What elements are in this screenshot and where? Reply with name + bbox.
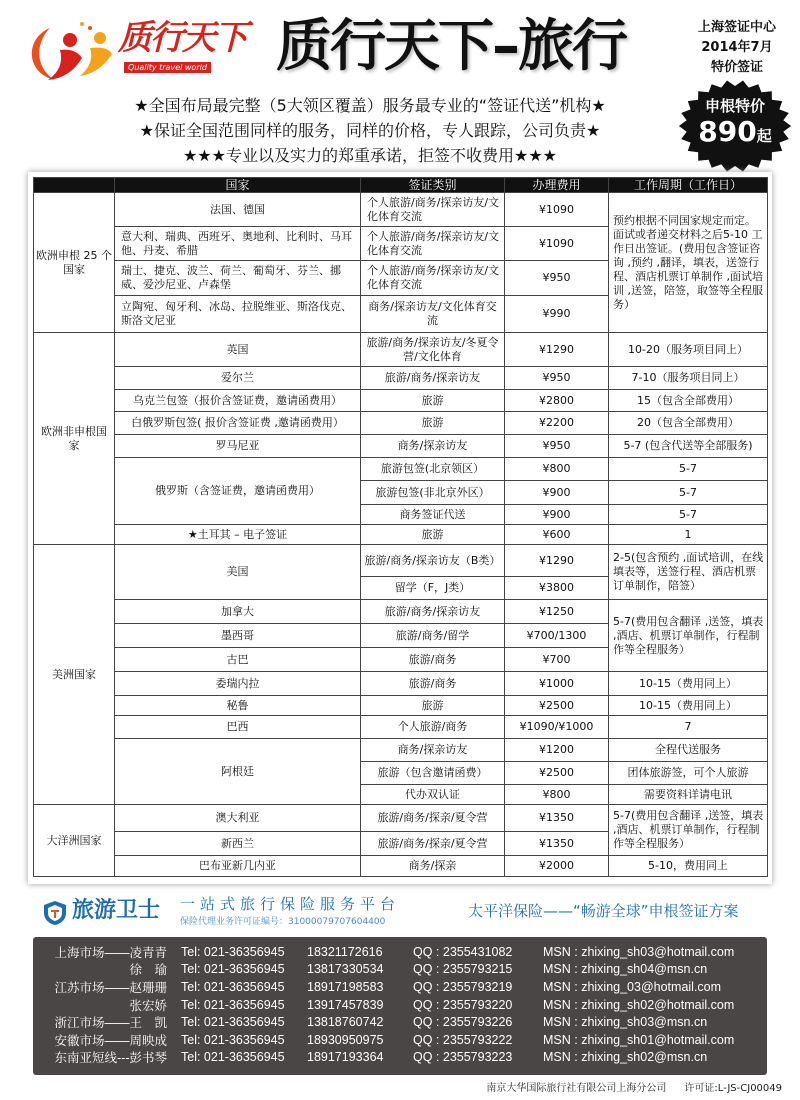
footer [468,1082,782,1095]
contact-qq: QQ : 2355793223 [413,1050,513,1065]
table-row [34,805,768,832]
contact-name: 张宏娇 [129,998,167,1013]
contact-row [41,943,767,961]
table-cell: 意大利、瑞典、西班牙、奥地利、比利时、马耳他、丹麦、希腊 [115,227,361,261]
table-cell: ¥1090 [505,227,609,261]
contact-row [41,961,767,979]
table-cell: 商务/探亲访友 [361,739,505,762]
table-cell: ¥1350 [505,832,609,856]
table-cell: 阿根廷 [115,739,361,805]
table-cell: 旅游 [361,412,505,435]
table-cell: ¥800 [505,785,609,805]
table-cell: 古巴 [115,648,361,672]
table-row [34,716,768,739]
table-cell: 1 [609,525,768,545]
table-cell: ¥1200 [505,739,609,762]
company-name: 南京大华国际旅行社有限公司上海分公司 [486,1083,667,1094]
contact-row [41,1013,767,1031]
table-cell: 商务/探亲访友/文化体育交流 [361,296,505,333]
table-cell: 商务/探亲 [361,856,505,877]
table-row [34,367,768,390]
contact-row [41,996,767,1014]
table-cell: 20（包含全部费用） [609,412,768,435]
table-cell: ¥950 [505,435,609,458]
table-row [34,545,768,577]
table-row [34,600,768,624]
table-cell: 加拿大 [115,600,361,624]
table-cell: 旅游包签(北京领区） [361,458,505,481]
table-cell: 5-7(费用包含翻译 ,送签，填表 ,酒店、机票订单制作，行程制作等全程服务） [609,805,768,856]
contacts-panel [33,937,767,1075]
table-cell: 预约根据不同国家规定而定。面试或者递交材料之后5-10 工作日出签证。(费用包含签证咨询 ,预约 ,翻译，填表，送签行程、酒店机票订单制作 ,面试培训 ,送签，陪签，取签等全程服务） [609,193,768,333]
table-cell: ¥950 [505,367,609,390]
slogan-2: ★保证全国范围同样的服务，同样的价格，专人跟踪，公司负责★ [139,121,601,140]
table-row [34,458,768,481]
table-cell: 美国 [115,545,361,600]
table-cell: ¥2500 [505,762,609,785]
contact-msn: MSN : zhixing_sh01@hotmail.com [543,1032,735,1047]
table-cell: 个人旅游/商务 [361,716,505,739]
table-cell: 全程代送服务 [609,739,768,762]
table-cell: 需要资料详请电讯 [609,785,768,805]
contact-name: 安徽市场——周映成 [54,1033,167,1048]
column-header [34,178,115,193]
column-header: 办理费用 [505,178,609,193]
table-cell: 旅游 [361,525,505,545]
contact-tel: Tel: 021-36356945 [181,962,285,977]
contact-tel: Tel: 021-36356945 [181,944,285,959]
table-cell: 巴西 [115,716,361,739]
table-cell: 2-5(包含预约 ,面试培训，在线填表等，送签行程、酒店机票订单制作，陪签） [609,545,768,600]
contact-msn: MSN : zhixing_sh03@hotmail.com [543,944,735,959]
table-cell: ¥700 [505,648,609,672]
pacific-insurance-plan: 太平洋保险——“畅游全球”申根签证方案 [468,902,739,920]
table-cell: ¥1090/¥1000 [505,716,609,739]
page-title: 质行天下–旅行 [276,14,626,79]
table-cell: 5-7 [609,458,768,481]
logo-text: 质行天下 [118,18,246,58]
table-cell: ¥1350 [505,805,609,832]
table-cell: 墨西哥 [115,624,361,648]
contact-row [41,1031,767,1049]
contact-tel: Tel: 021-36356945 [181,1015,285,1030]
table-cell: 旅游/商务/探亲访友 [361,600,505,624]
table-cell: ¥900 [505,481,609,505]
table-cell: 澳大利亚 [115,805,361,832]
table-cell: 10-15（费用同上） [609,696,768,716]
table-cell: 旅游 [361,696,505,716]
table-cell: ¥1090 [505,193,609,227]
table-row [34,193,768,227]
table-cell: ¥900 [505,505,609,525]
table-cell: 旅游/商务/探亲访友/冬夏令营/文化体育 [361,333,505,367]
contact-msn: MSN : zhixing_03@hotmail.com [543,979,722,994]
table-cell: 商务签证代送 [361,505,505,525]
table-row [34,856,768,877]
table-cell: 旅游/商务/探亲访友 [361,367,505,390]
info-line: 特价签证 [710,60,763,75]
table-cell: ¥1250 [505,600,609,624]
table-cell: ¥990 [505,296,609,333]
info-line: 2014年7月 [701,40,773,55]
right-info [682,18,792,78]
table-cell: 代办双认证 [361,785,505,805]
table-cell: ¥1290 [505,545,609,577]
contact-qq: QQ : 2355793222 [413,1032,513,1047]
table-cell: 7 [609,716,768,739]
contact-msn: MSN : zhixing_sh04@msn.cn [543,962,708,977]
table-row [34,435,768,458]
table-row [34,525,768,545]
table-cell: 旅游/商务/探亲访友（B类） [361,545,505,577]
table-cell: 个人旅游/商务/探亲访友/文化体育交流 [361,193,505,227]
table-cell: ¥950 [505,261,609,296]
table-cell: 5-7(费用包含翻译 ,送签，填表 ,酒店、机票订单制作，行程制作等全程服务） [609,600,768,672]
contact-mobile: 13917457839 [307,997,384,1012]
visa-price-table [33,177,768,877]
table-cell: 7-10（服务项目同上） [609,367,768,390]
insurance-platform: 一站式旅行保险服务平台 [180,895,401,913]
table-row [34,333,768,367]
table-cell: 旅游/商务 [361,672,505,696]
contact-name: 浙江市场——王 凯 [54,1016,167,1031]
table-cell: 5-7 [609,505,768,525]
contact-tel: Tel: 021-36356945 [181,1032,285,1047]
table-cell: 旅游/商务/留学 [361,624,505,648]
table-cell: ¥700/1300 [505,624,609,648]
table-cell: 欧洲申根 25 个国家 [34,193,115,333]
contact-name: 东南亚短线---彭书琴 [54,1051,167,1066]
badge-suffix: 起 [756,127,772,145]
contact-mobile: 13817330534 [307,962,384,977]
table-cell: 法国、德国 [115,193,361,227]
contact-mobile: 18321172616 [307,944,383,959]
table-cell: ¥3800 [505,577,609,600]
contact-mobile: 18917198583 [307,979,384,994]
table-cell: ¥1290 [505,333,609,367]
table-cell: 美洲国家 [34,545,115,805]
table-cell: 10-20（服务项目同上） [609,333,768,367]
badge-price-value: 890 [698,115,757,148]
contact-msn: MSN : zhixing_sh02@msn.cn [543,1050,708,1065]
table-cell: ¥1000 [505,672,609,696]
table-cell: 旅游 [361,390,505,412]
contact-mobile: 13818760742 [307,1015,384,1030]
table-cell: 15（包含全部费用） [609,390,768,412]
contact-name: 上海市场——凌青青 [54,945,167,960]
insurance-brand: 旅游卫士 [72,898,161,923]
table-cell: 旅游/商务/探亲/夏令营 [361,805,505,832]
table-cell: 巴布亚新几内亚 [115,856,361,877]
contact-tel: Tel: 021-36356945 [181,997,285,1012]
contact-mobile: 18930950975 [307,1032,384,1047]
contact-tel: Tel: 021-36356945 [181,979,285,994]
contact-tel: Tel: 021-36356945 [181,1050,285,1065]
table-row [34,412,768,435]
table-cell: 英国 [115,333,361,367]
table-cell: ★土耳其 – 电子签证 [115,525,361,545]
table-cell: ¥2000 [505,856,609,877]
shield-icon [42,900,68,926]
contact-name: 徐 瑜 [129,963,167,978]
contact-name: 江苏市场——赵珊珊 [54,980,167,995]
insurance-license: 保险代理业务许可证编号：31000079707604400 [180,917,386,927]
table-cell: 5-7 [609,481,768,505]
table-cell: 乌克兰包签（报价含签证费，邀请函费用） [115,390,361,412]
table-cell: 瑞士、捷克、波兰、荷兰、葡萄牙、芬兰、挪威、爱沙尼亚、卢森堡 [115,261,361,296]
table-header-row [34,178,768,193]
column-header: 工作周期（工作日） [609,178,768,193]
table-cell: 旅游包签(非北京外区） [361,481,505,505]
table-cell: ¥2800 [505,390,609,412]
contact-qq: QQ : 2355793226 [413,1015,513,1030]
table-row [34,696,768,716]
contact-qq: QQ : 2355793215 [413,962,513,977]
contact-qq: QQ : 2355793219 [413,979,513,994]
contact-msn: MSN : zhixing_sh03@msn.cn [543,1015,708,1030]
table-cell: ¥600 [505,525,609,545]
table-cell: 秘鲁 [115,696,361,716]
table-cell: 新西兰 [115,832,361,856]
table-cell: 5-10，费用同上 [609,856,768,877]
table-cell: 大洋洲国家 [34,805,115,877]
table-cell: 旅游（包含邀请函费） [361,762,505,785]
badge-label: 申根特价 [704,97,765,115]
table-cell: 旅游/商务/探亲/夏令营 [361,832,505,856]
table-cell: ¥2500 [505,696,609,716]
table-cell: 旅游/商务 [361,648,505,672]
table-cell: ¥2200 [505,412,609,435]
contact-msn: MSN : zhixing_sh02@hotmail.com [543,997,735,1012]
table-cell: 个人旅游/商务/探亲访友/文化体育交流 [361,227,505,261]
table-cell: 留学（F，J类） [361,577,505,600]
table-row [34,739,768,762]
license-number: 许可证:L-JS-CJ00049 [684,1083,782,1094]
table-cell: 团体旅游签，可个人旅游 [609,762,768,785]
table-cell: ¥800 [505,458,609,481]
contact-mobile: 18917193364 [307,1050,384,1065]
contact-row [41,978,767,996]
table-cell: 白俄罗斯包签( 报价含签证费 ,邀请函费用） [115,412,361,435]
table-cell: 欧洲非申根国家 [34,333,115,545]
table-cell: 爱尔兰 [115,367,361,390]
table-row [34,672,768,696]
table-cell: 俄罗斯（含签证费，邀请函费用） [115,458,361,525]
table-cell: 10-15（费用同上） [609,672,768,696]
info-line: 上海签证中心 [697,20,776,35]
slogan-1: ★全国布局最完整（5大领区覆盖）服务最专业的“签证代送”机构★ [134,96,606,115]
table-cell: 罗马尼亚 [115,435,361,458]
contact-row [41,1049,767,1067]
logo-subtitle: Quality travel world [124,62,211,73]
slogan-3: ★★★专业以及实力的郑重承诺，拒签不收费用★★★ [182,146,558,165]
column-header: 签证类别 [361,178,505,193]
table-row [34,390,768,412]
table-cell: 商务/探亲访友 [361,435,505,458]
contact-qq: QQ : 2355793220 [413,997,513,1012]
table-cell: 委瑞内拉 [115,672,361,696]
table-cell: 个人旅游/商务/探亲访友/文化体育交流 [361,261,505,296]
contact-qq: QQ : 2355431082 [413,944,513,959]
table-cell: 立陶宛、匈牙利、冰岛、拉脱维亚、斯洛伐克、斯洛文尼亚 [115,296,361,333]
column-header: 国家 [115,178,361,193]
table-cell: 5-7 (包含代送等全部服务) [609,435,768,458]
